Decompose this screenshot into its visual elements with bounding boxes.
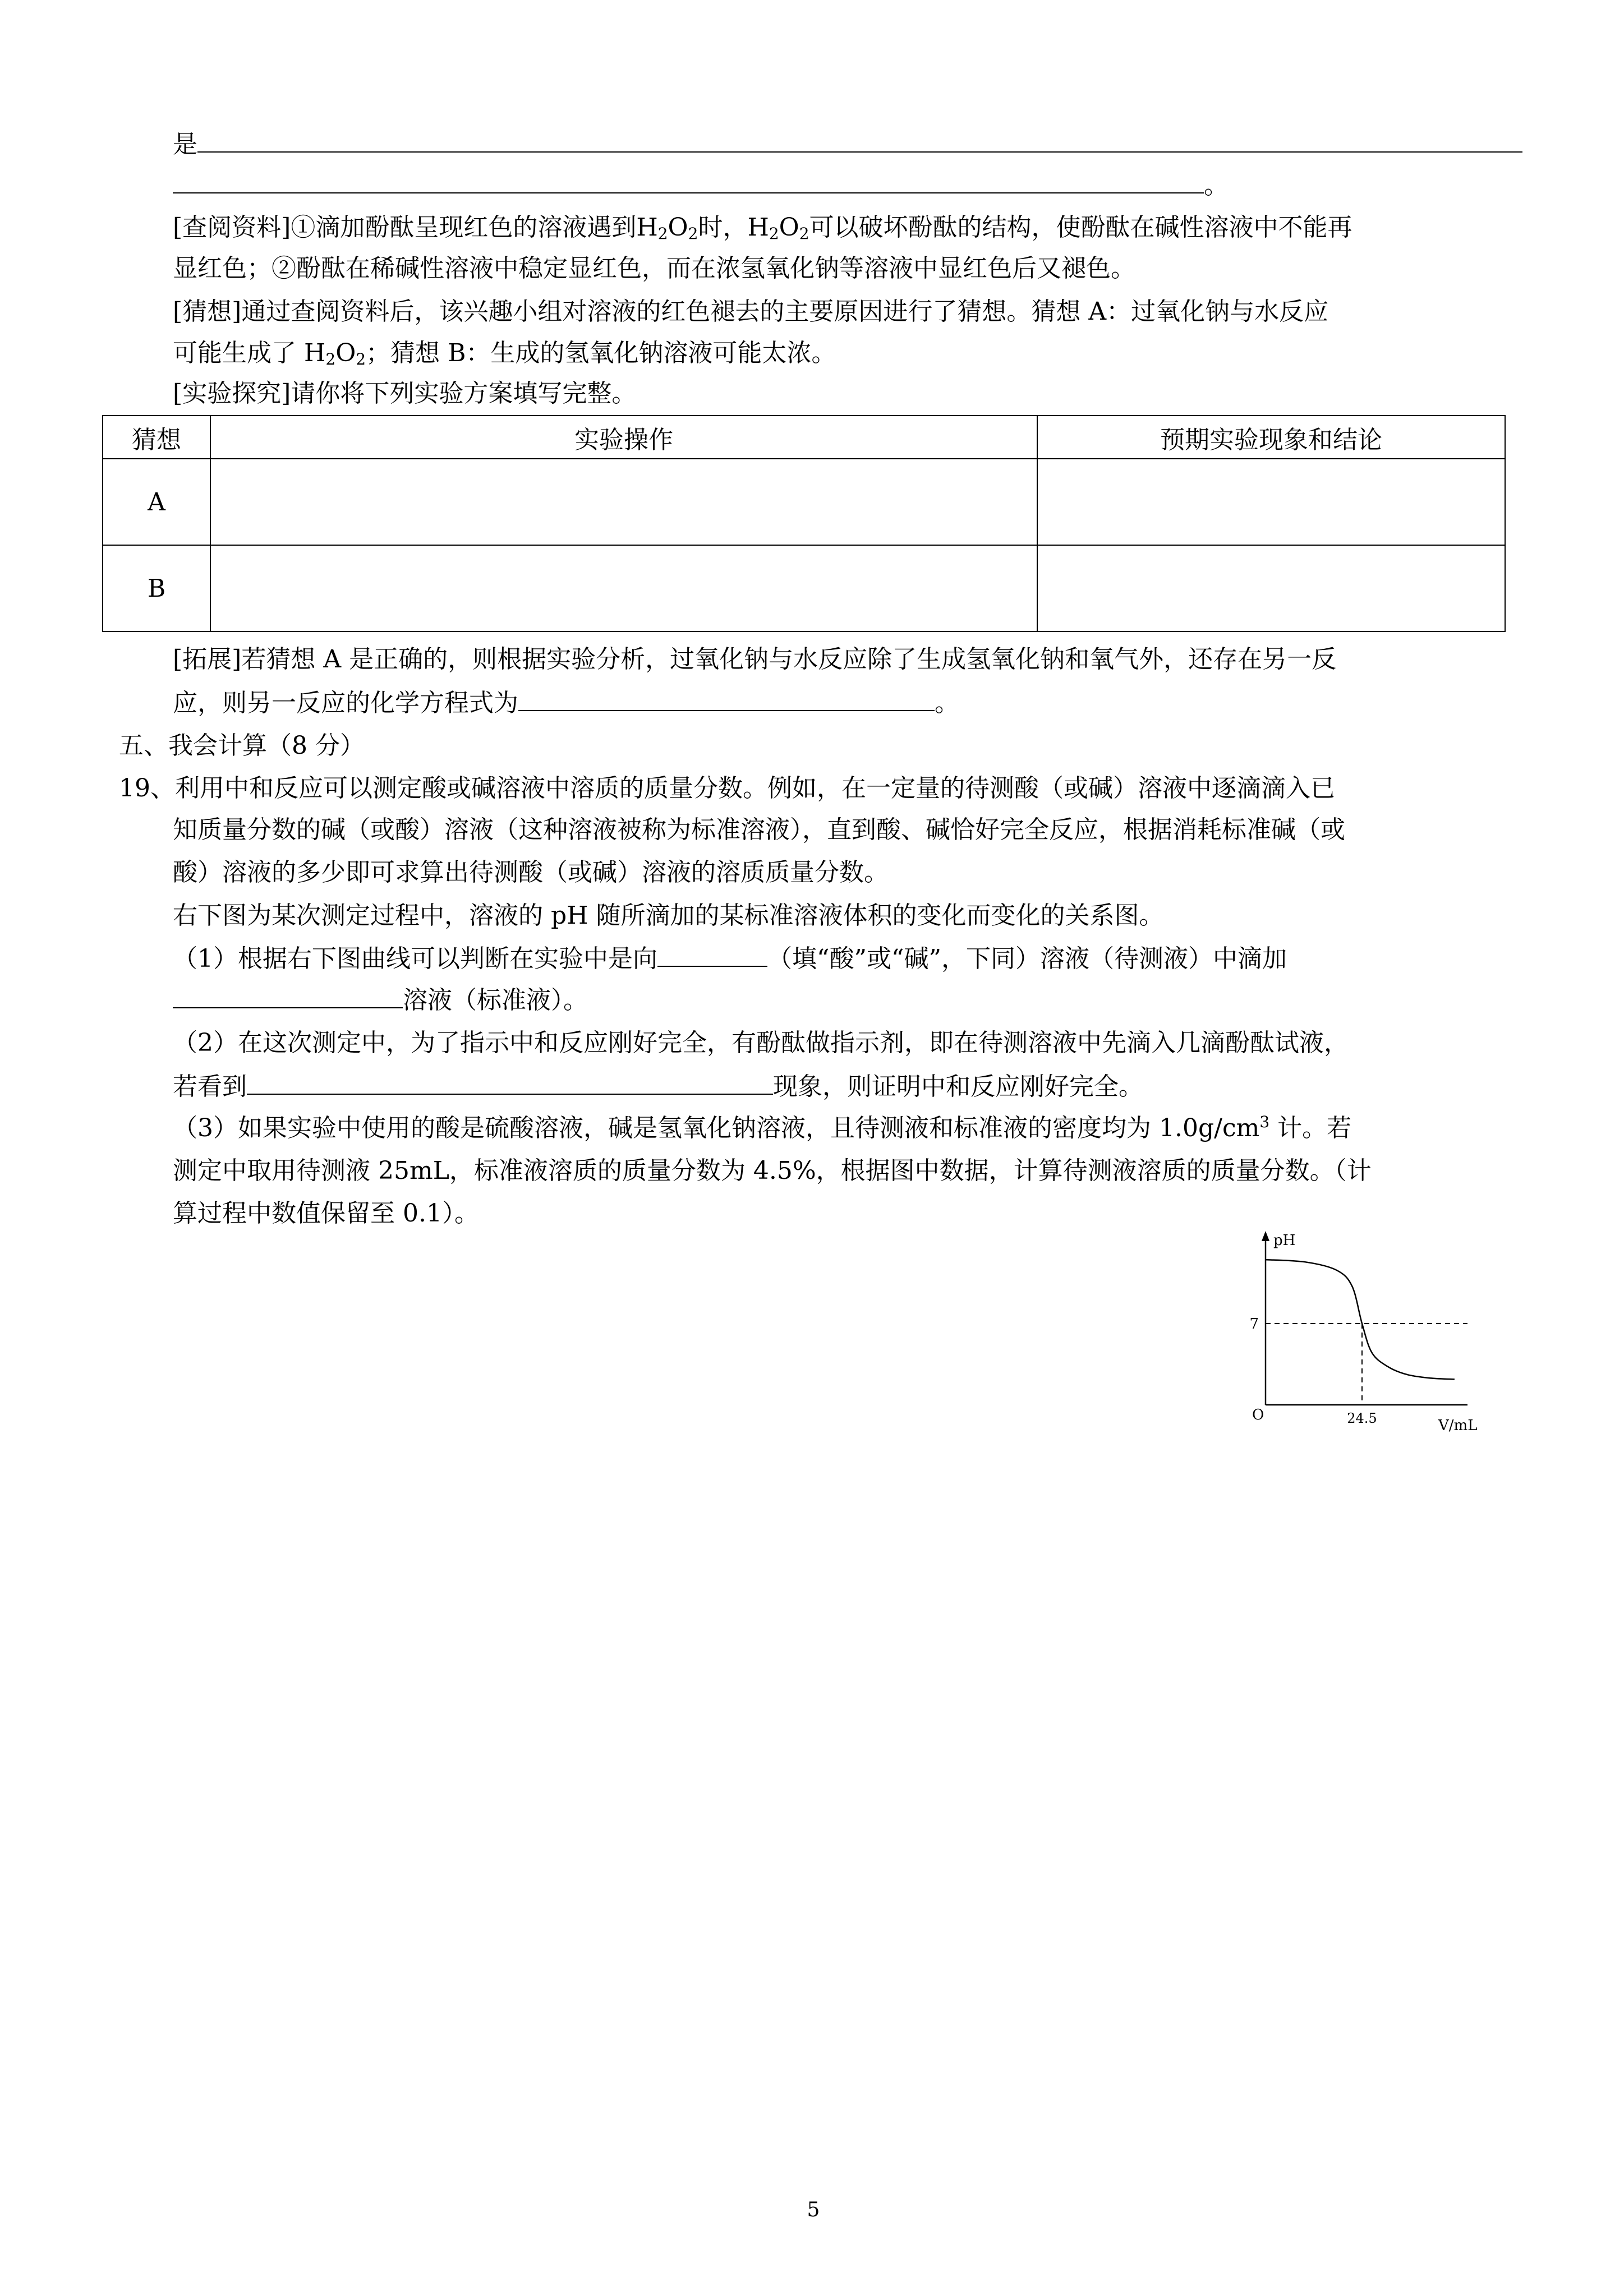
guess-cell: A — [103, 459, 210, 545]
section-title: 五、我会计算（8 分） — [119, 731, 365, 760]
guess-cell: B — [103, 545, 210, 631]
y-tick-label: 7 — [1249, 1316, 1259, 1333]
ziliao-line2: 显红色；②酚酞在稀碱性溶液中稳定显红色，而在浓氢氧化钠等溶液中显红色后又褪色。 — [173, 254, 1135, 283]
tuozhan-line2: 应，则另一反应的化学方程式为 。 — [173, 685, 959, 720]
table-row — [103, 545, 1505, 631]
q19-part2-line1: （2）在这次测定中，为了指示中和反应刚好完全，有酚酞做指示剂，即在待测溶液中先滴入几滴酚酞试液， — [173, 1029, 1349, 1057]
origin-label: O — [1252, 1407, 1264, 1423]
table-row — [103, 459, 1505, 545]
ph-curve — [1266, 1260, 1455, 1379]
q19-line2: 知质量分数的碱（或酸）溶液（这种溶液被称为标准溶液），直到酸、碱恰好完全反应，根据消耗标准碱（或 — [173, 815, 1345, 844]
ziliao-line1: [查阅资料]①滴加酚酞呈现红色的溶液遇到$H_2O_2$时，$H_2O_2$可以破坏酚酞的结构，使酚酞在碱性溶液中不能再 — [173, 213, 1352, 243]
header-guess: 猜想 — [103, 416, 210, 459]
y-axis-arrow — [1262, 1231, 1269, 1241]
caixiang-line1: [猜想]通过查阅资料后，该兴趣小组对溶液的红色褪去的主要原因进行了猜想。猜想 A：过氧化钠与水反应 — [173, 297, 1329, 326]
ziliao-label: [查阅资料] — [173, 213, 291, 242]
prev-question-line2 — [173, 168, 1229, 202]
tuozhan-label: [拓展] — [173, 645, 242, 674]
q19-part1-line1: （1）根据右下图曲线可以判断在实验中是向 （填“酸”或“碱”，下同）溶液（待测液）中滴加 — [173, 941, 1287, 976]
q19-part3-line2: 测定中取用待测液 25mL，标准液溶质的质量分数为 4.5%，根据图中数据，计算待测液溶质的质量分数。（计 — [173, 1156, 1372, 1185]
answer-blank[interactable] — [173, 983, 403, 1008]
q19-line3: 酸）溶液的多少即可求算出待测酸（或碱）溶液的溶质质量分数。 — [173, 858, 889, 887]
page-number: 5 — [807, 2198, 820, 2221]
caixiang-label: [猜想] — [173, 297, 242, 326]
result-answer-cell[interactable] — [1037, 545, 1505, 631]
y-axis-label: pH — [1273, 1232, 1296, 1249]
operation-answer-cell[interactable] — [210, 545, 1037, 631]
ph-titration-chart — [1221, 1225, 1484, 1444]
q19-line1: 19、利用中和反应可以测定酸或碱溶液中溶质的质量分数。例如，在一定量的待测酸（或碱）溶液中逐滴滴入已 — [119, 774, 1335, 803]
q19-part2-line2: 若看到 现象，则证明中和反应刚好完全。 — [173, 1069, 1143, 1104]
experiment-table — [102, 415, 1506, 632]
header-operation: 实验操作 — [210, 416, 1037, 459]
table-header-row — [103, 416, 1505, 459]
prev-question-line1 — [173, 127, 1522, 162]
answer-blank[interactable] — [197, 127, 1522, 153]
header-result: 预期实验现象和结论 — [1037, 416, 1505, 459]
prev-question-tail: 。 — [1204, 171, 1229, 200]
q19-part3-line3: 算过程中数值保留至 0.1）。 — [173, 1199, 479, 1228]
equation-blank[interactable] — [518, 685, 935, 711]
prev-question-lead: 是 — [173, 130, 197, 159]
result-answer-cell[interactable] — [1037, 459, 1505, 545]
tanjiu-line: [实验探究]请你将下列实验方案填写完整。 — [173, 379, 637, 408]
caixiang-line2: 可能生成了 $H_2O_2$；猜想 B：生成的氢氧化钠溶液可能太浓。 — [173, 339, 836, 368]
q19-line4: 右下图为某次测定过程中，溶液的 pH 随所滴加的某标准溶液体积的变化而变化的关系图。 — [173, 901, 1164, 930]
q19-part1-line2: 溶液（标准液）。 — [173, 983, 588, 1017]
operation-answer-cell[interactable] — [210, 459, 1037, 545]
x-tick-label: 24.5 — [1347, 1410, 1377, 1426]
tanjiu-label: [实验探究] — [173, 379, 291, 408]
answer-blank[interactable] — [173, 168, 1204, 193]
tuozhan-line1: [拓展]若猜想 A 是正确的，则根据实验分析，过氧化钠与水反应除了生成氢氧化钠和氧气外，还存在另一反 — [173, 645, 1337, 674]
answer-blank[interactable] — [247, 1069, 773, 1095]
answer-blank[interactable] — [657, 941, 767, 967]
x-axis-label: V/mL — [1438, 1417, 1478, 1434]
q19-part3-line1: （3）如果实验中使用的酸是硫酸溶液，碱是氢氧化钠溶液，且待测液和标准液的密度均为 $1.0g/cm^3$ 计。若 — [173, 1113, 1352, 1142]
